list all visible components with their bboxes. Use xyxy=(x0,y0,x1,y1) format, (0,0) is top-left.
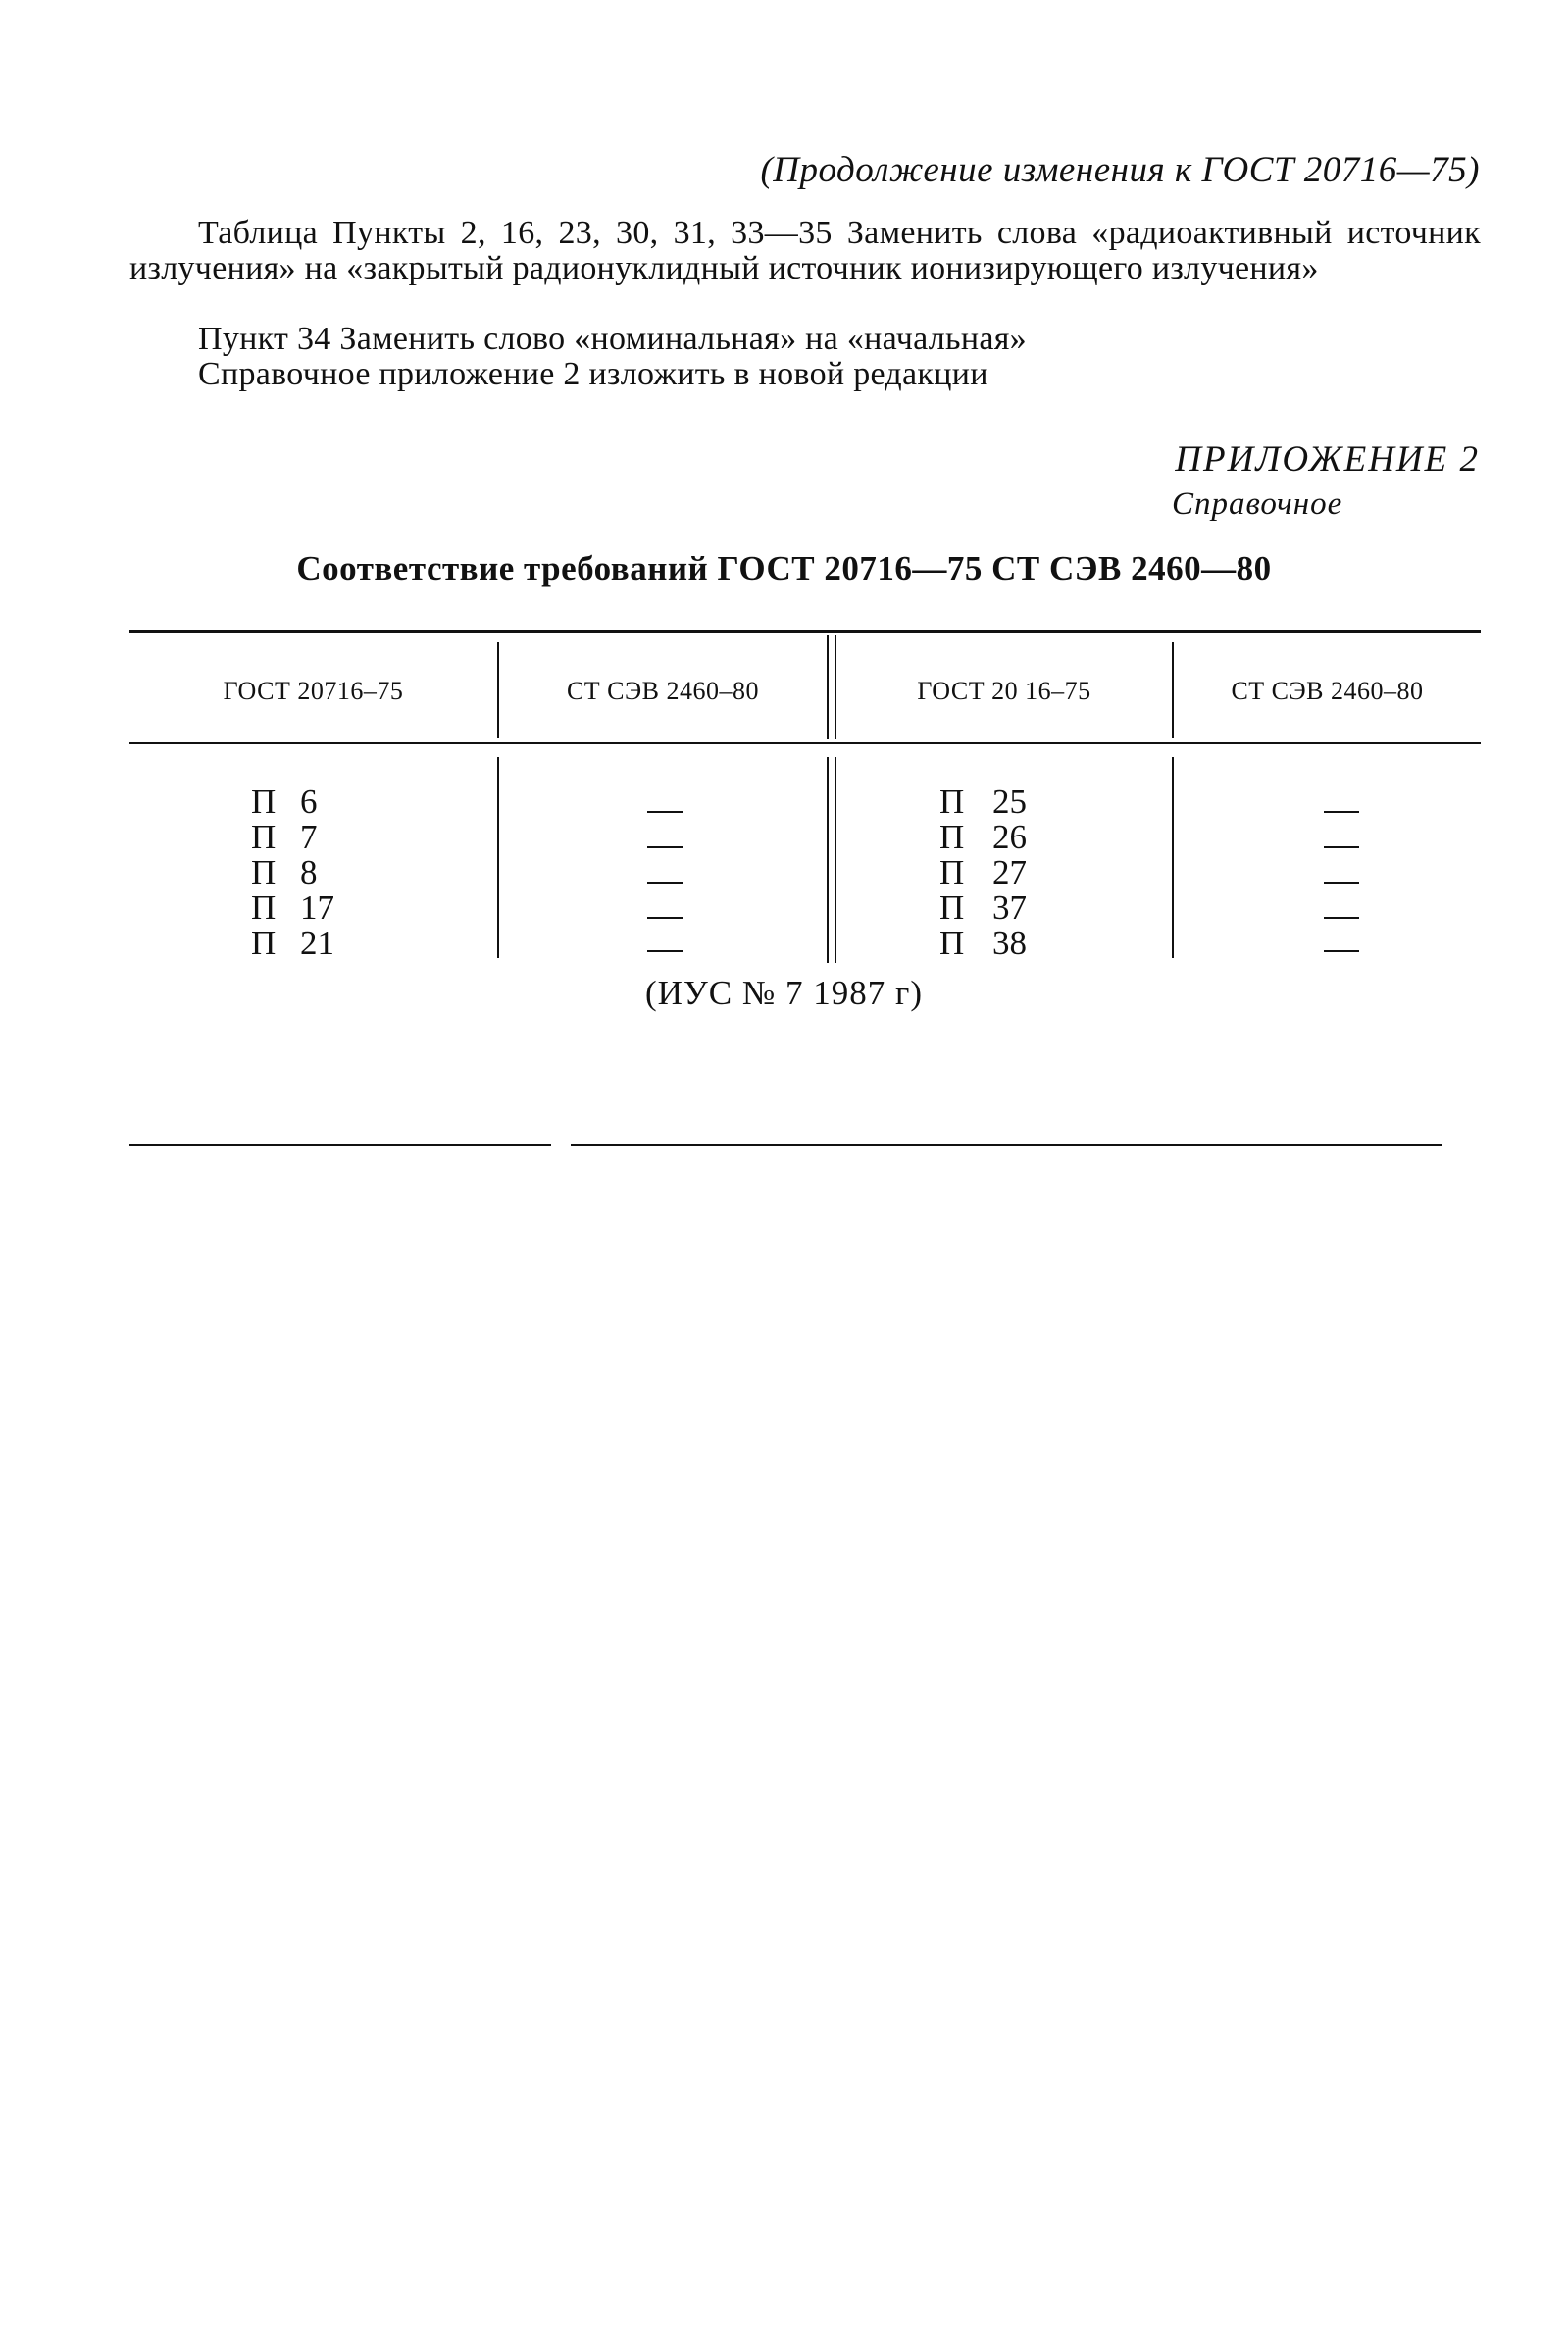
table-dash xyxy=(1324,846,1359,848)
table-cell: П xyxy=(251,888,277,927)
table-dash xyxy=(1324,950,1359,952)
table-cell: 25 xyxy=(992,783,1027,821)
table-double-divider xyxy=(827,635,829,739)
table-cell: П xyxy=(939,924,965,962)
table-cell: 6 xyxy=(300,783,318,821)
table-dash xyxy=(647,917,683,919)
table-cell: П xyxy=(251,783,277,821)
table-cell: П xyxy=(939,853,965,891)
table-col-divider xyxy=(1172,757,1174,958)
table-dash xyxy=(647,811,683,813)
table-cell: П xyxy=(251,924,277,962)
ius-reference: (ИУС № 7 1987 г) xyxy=(645,974,923,1012)
table-dash xyxy=(647,950,683,952)
table-cell: 26 xyxy=(992,818,1027,856)
appendix-subtitle: Справочное xyxy=(1172,486,1343,522)
table-title: Соответствие требований ГОСТ 20716—75 СТ СЭВ 2460—80 xyxy=(296,549,1272,587)
continuation-note: (Продолжение изменения к ГОСТ 20716—75) xyxy=(760,150,1480,190)
table-header-st-sev-2: СТ СЭВ 2460–80 xyxy=(1231,677,1424,705)
table-dash xyxy=(1324,811,1359,813)
table-double-divider xyxy=(835,757,836,963)
footer-rule-right xyxy=(571,1144,1442,1146)
table-cell: 37 xyxy=(992,888,1027,927)
table-dash xyxy=(1324,917,1359,919)
table-dash xyxy=(647,882,683,884)
table-cell: П xyxy=(939,888,965,927)
table-header-st-sev: СТ СЭВ 2460–80 xyxy=(566,677,760,705)
footer-rule-left xyxy=(129,1144,551,1146)
table-dash xyxy=(647,846,683,848)
table-cell: П xyxy=(251,818,277,856)
table-cell: 17 xyxy=(300,888,334,927)
paragraph-item-34: Пункт 34 Заменить слово «номинальная» на «начальная» xyxy=(198,321,1027,357)
table-cell: 8 xyxy=(300,853,318,891)
table-col-divider xyxy=(497,757,499,958)
table-header-gost: ГОСТ 20716–75 xyxy=(223,677,404,705)
table-cell: 21 xyxy=(300,924,334,962)
table-dash xyxy=(1324,882,1359,884)
table-top-rule xyxy=(129,630,1481,633)
table-cell: 38 xyxy=(992,924,1027,962)
table-cell: П xyxy=(939,818,965,856)
table-cell: 7 xyxy=(300,818,318,856)
table-cell: 27 xyxy=(992,853,1027,891)
paragraph-table-change: Таблица Пункты 2, 16, 23, 30, 31, 33—35 Заменить слова «радиоактивный источник излучения» на «закрытый радионуклидный источник ионизирующего излучения» xyxy=(129,215,1481,286)
table-header-gost-2: ГОСТ 20 16–75 xyxy=(917,677,1091,705)
table-cell: П xyxy=(939,783,965,821)
paragraph-appendix-2: Справочное приложение 2 изложить в новой редакции xyxy=(198,356,988,392)
table-cell: П xyxy=(251,853,277,891)
appendix-title: ПРИЛОЖЕНИЕ 2 xyxy=(1175,439,1480,480)
table-double-divider xyxy=(827,757,829,963)
table-header-rule xyxy=(129,742,1481,744)
